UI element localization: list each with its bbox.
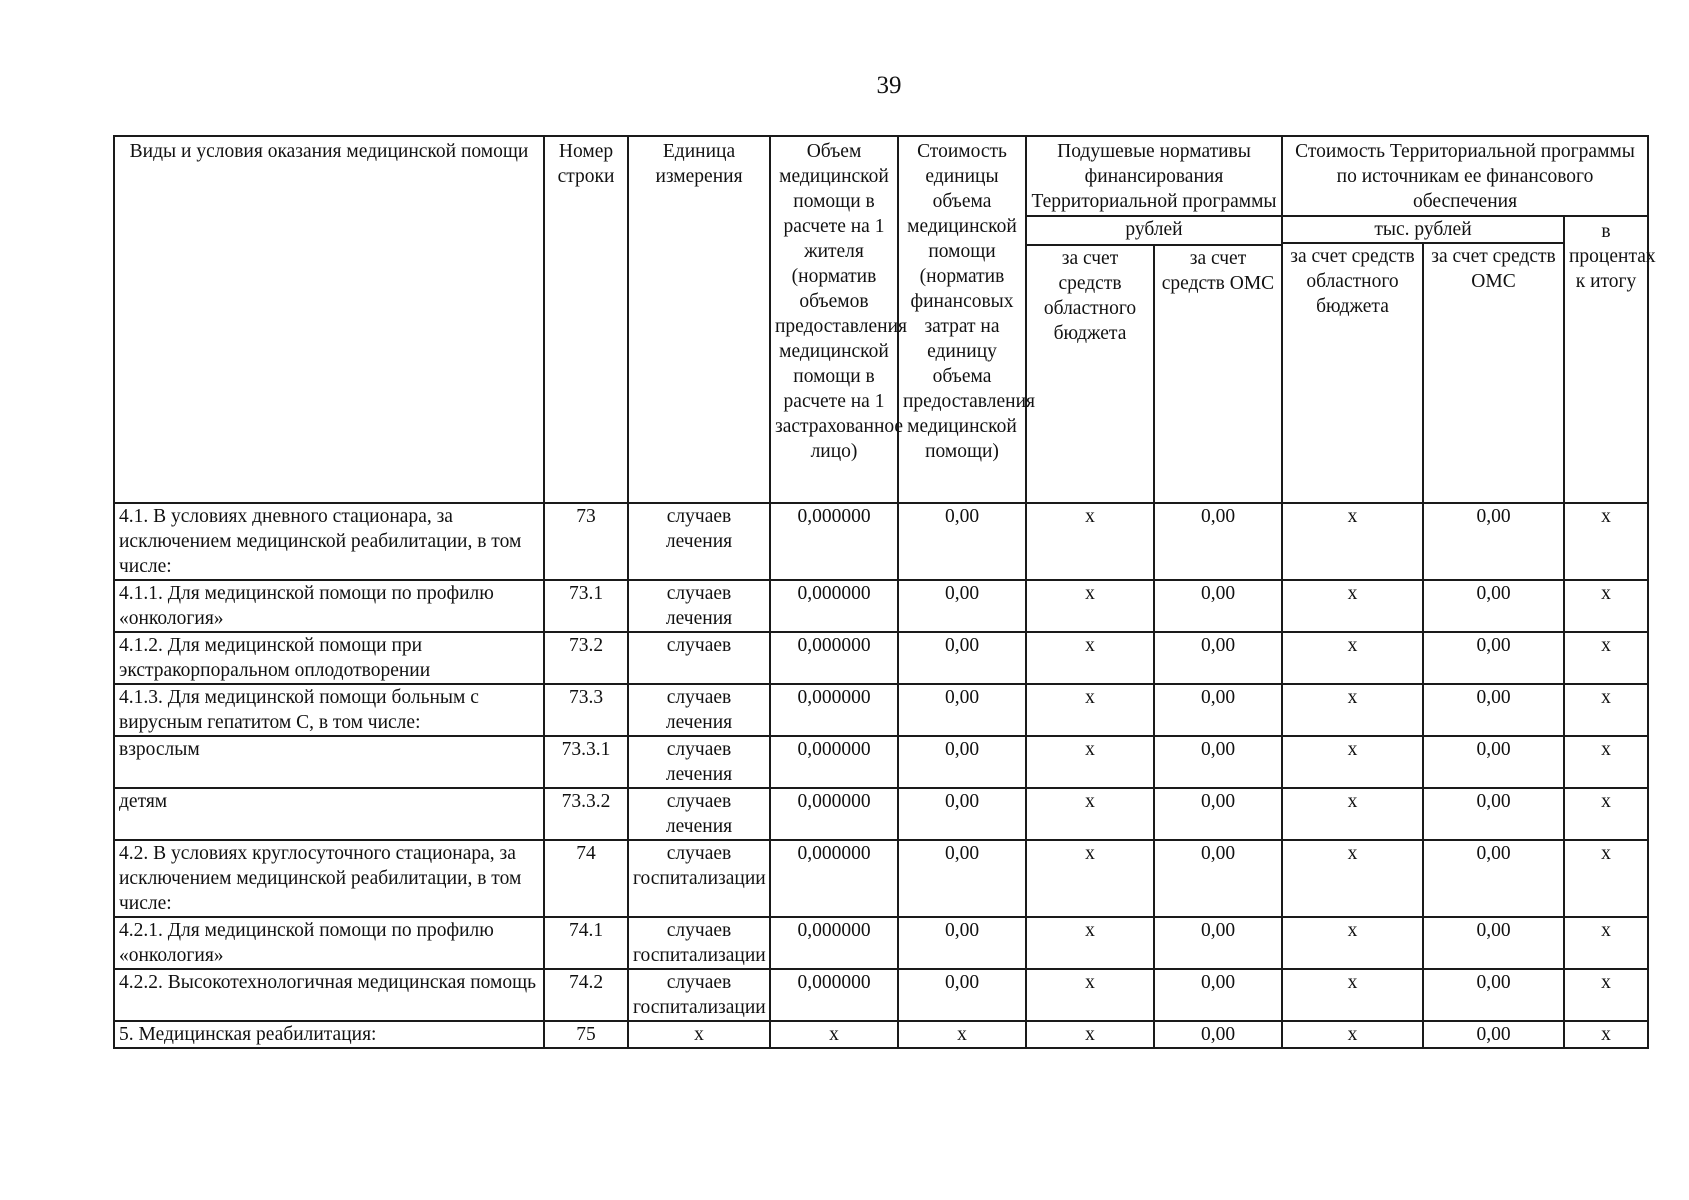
- cell-unit: случаев госпитализации: [628, 840, 770, 917]
- cell-unit-cost: 0,00: [898, 788, 1026, 840]
- cell-volume: 0,000000: [770, 684, 898, 736]
- cell-per-capita-budget: х: [1026, 632, 1154, 684]
- header-unit: Единица измерения: [628, 136, 770, 503]
- table-row: [114, 969, 1648, 1021]
- cell-per-capita-oms: 0,00: [1154, 917, 1282, 969]
- cell-volume: 0,000000: [770, 736, 898, 788]
- cell-row-number: 75: [544, 1021, 628, 1048]
- cell-program-budget: х: [1282, 969, 1423, 1021]
- cell-percent: х: [1564, 788, 1648, 840]
- table-body: [114, 503, 1648, 1048]
- cell-unit-cost: 0,00: [898, 840, 1026, 917]
- header-per-capita-budget: за счет средств областного бюджета: [1026, 245, 1154, 503]
- cell-program-budget: х: [1282, 632, 1423, 684]
- table-row: [114, 1021, 1648, 1048]
- cell-percent: х: [1564, 503, 1648, 580]
- cell-program-oms: 0,00: [1423, 840, 1564, 917]
- table-row: [114, 503, 1648, 580]
- table-row: [114, 788, 1648, 840]
- cell-percent: х: [1564, 580, 1648, 632]
- cell-kind: взрослым: [114, 736, 544, 788]
- cell-kind: 4.1.1. Для медицинской помощи по профилю «онкология»: [114, 580, 544, 632]
- cell-percent: х: [1564, 840, 1648, 917]
- table-row: [114, 840, 1648, 917]
- cell-unit: х: [628, 1021, 770, 1048]
- cell-per-capita-oms: 0,00: [1154, 1021, 1282, 1048]
- cell-row-number: 73.3.2: [544, 788, 628, 840]
- table-row: [114, 580, 1648, 632]
- header-program-budget: за счет средств областного бюджета: [1282, 243, 1423, 503]
- cell-percent: х: [1564, 969, 1648, 1021]
- cell-program-budget: х: [1282, 736, 1423, 788]
- cell-unit: случаев лечения: [628, 580, 770, 632]
- table-row: [114, 684, 1648, 736]
- cell-percent: х: [1564, 684, 1648, 736]
- cell-per-capita-budget: х: [1026, 1021, 1154, 1048]
- header-program-cost-unit: тыс. рублей: [1282, 216, 1564, 243]
- table-row: [114, 917, 1648, 969]
- cell-volume: 0,000000: [770, 788, 898, 840]
- cell-kind: 4.1. В условиях дневного стационара, за исключением медицинской реабилитации, в том числе:: [114, 503, 544, 580]
- cell-unit: случаев: [628, 632, 770, 684]
- cell-per-capita-oms: 0,00: [1154, 684, 1282, 736]
- cell-row-number: 74.2: [544, 969, 628, 1021]
- cell-volume: 0,000000: [770, 969, 898, 1021]
- cell-kind: 5. Медицинская реабилитация:: [114, 1021, 544, 1048]
- table-row: [114, 632, 1648, 684]
- financing-table: [113, 135, 1656, 1049]
- cell-per-capita-budget: х: [1026, 840, 1154, 917]
- cell-kind: детям: [114, 788, 544, 840]
- cell-unit-cost: 0,00: [898, 917, 1026, 969]
- cell-volume: 0,000000: [770, 632, 898, 684]
- cell-row-number: 73.1: [544, 580, 628, 632]
- header-row-number: Номер строки: [544, 136, 628, 503]
- cell-program-oms: 0,00: [1423, 788, 1564, 840]
- cell-unit-cost: 0,00: [898, 580, 1026, 632]
- cell-per-capita-budget: х: [1026, 736, 1154, 788]
- table-header: [114, 136, 1656, 503]
- cell-unit: случаев лечения: [628, 503, 770, 580]
- cell-program-oms: 0,00: [1423, 503, 1564, 580]
- cell-percent: х: [1564, 917, 1648, 969]
- cell-kind: 4.2.2. Высокотехнологичная медицинская помощь: [114, 969, 544, 1021]
- cell-row-number: 73.3.1: [544, 736, 628, 788]
- cell-unit-cost: 0,00: [898, 503, 1026, 580]
- page-number: 39: [876, 72, 902, 99]
- header-per-capita-oms: за счет средств ОМС: [1154, 245, 1282, 503]
- header-per-capita-unit: рублей: [1026, 216, 1282, 245]
- cell-program-oms: 0,00: [1423, 917, 1564, 969]
- header-per-capita-group: Подушевые нормативы финансирования Территориальной программы: [1026, 136, 1282, 216]
- cell-unit-cost: х: [898, 1021, 1026, 1048]
- cell-program-oms: 0,00: [1423, 969, 1564, 1021]
- cell-unit-cost: 0,00: [898, 736, 1026, 788]
- cell-per-capita-oms: 0,00: [1154, 580, 1282, 632]
- cell-program-budget: х: [1282, 840, 1423, 917]
- cell-per-capita-budget: х: [1026, 917, 1154, 969]
- cell-program-budget: х: [1282, 503, 1423, 580]
- cell-unit-cost: 0,00: [898, 632, 1026, 684]
- cell-per-capita-oms: 0,00: [1154, 503, 1282, 580]
- cell-kind: 4.1.2. Для медицинской помощи при экстракорпоральном оплодотворении: [114, 632, 544, 684]
- cell-kind: 4.2.1. Для медицинской помощи по профилю «онкология»: [114, 917, 544, 969]
- header-percent: в процентах к итогу: [1564, 216, 1648, 503]
- cell-unit: случаев лечения: [628, 684, 770, 736]
- cell-row-number: 74.1: [544, 917, 628, 969]
- cell-unit-cost: 0,00: [898, 969, 1026, 1021]
- cell-row-number: 74: [544, 840, 628, 917]
- cell-row-number: 73.3: [544, 684, 628, 736]
- cell-unit: случаев лечения: [628, 788, 770, 840]
- table-row: [114, 736, 1648, 788]
- cell-per-capita-budget: х: [1026, 684, 1154, 736]
- header-volume: Объем медицинской помощи в расчете на 1 жителя (норматив объемов предоставления медицинской помощи в расчете на 1 застрахованное лицо): [770, 136, 898, 503]
- cell-volume: 0,000000: [770, 503, 898, 580]
- cell-per-capita-budget: х: [1026, 969, 1154, 1021]
- header-program-cost-group: Стоимость Территориальной программы по источникам ее финансового обеспечения: [1282, 136, 1648, 216]
- cell-percent: х: [1564, 632, 1648, 684]
- cell-volume: 0,000000: [770, 840, 898, 917]
- cell-per-capita-oms: 0,00: [1154, 736, 1282, 788]
- cell-volume: х: [770, 1021, 898, 1048]
- cell-row-number: 73: [544, 503, 628, 580]
- cell-program-oms: 0,00: [1423, 580, 1564, 632]
- cell-kind: 4.1.3. Для медицинской помощи больным с вирусным гепатитом С, в том числе:: [114, 684, 544, 736]
- header-unit-cost: Стоимость единицы объема медицинской помощи (норматив финансовых затрат на единицу объема предоставления медицинской помощи): [898, 136, 1026, 503]
- cell-volume: 0,000000: [770, 580, 898, 632]
- cell-per-capita-budget: х: [1026, 580, 1154, 632]
- cell-per-capita-budget: х: [1026, 503, 1154, 580]
- cell-program-budget: х: [1282, 684, 1423, 736]
- cell-percent: х: [1564, 1021, 1648, 1048]
- cell-per-capita-oms: 0,00: [1154, 788, 1282, 840]
- cell-volume: 0,000000: [770, 917, 898, 969]
- cell-program-budget: х: [1282, 917, 1423, 969]
- cell-program-oms: 0,00: [1423, 736, 1564, 788]
- cell-program-budget: х: [1282, 788, 1423, 840]
- cell-per-capita-oms: 0,00: [1154, 632, 1282, 684]
- cell-program-oms: 0,00: [1423, 684, 1564, 736]
- cell-unit: случаев госпитализации: [628, 917, 770, 969]
- cell-row-number: 73.2: [544, 632, 628, 684]
- cell-unit: случаев госпитализации: [628, 969, 770, 1021]
- cell-program-budget: х: [1282, 1021, 1423, 1048]
- cell-program-oms: 0,00: [1423, 632, 1564, 684]
- cell-unit: случаев лечения: [628, 736, 770, 788]
- cell-percent: х: [1564, 736, 1648, 788]
- cell-per-capita-budget: х: [1026, 788, 1154, 840]
- cell-program-budget: х: [1282, 580, 1423, 632]
- header-program-oms: за счет средств ОМС: [1423, 243, 1564, 503]
- cell-program-oms: 0,00: [1423, 1021, 1564, 1048]
- cell-kind: 4.2. В условиях круглосуточного стационара, за исключением медицинской реабилитации, в том числе:: [114, 840, 544, 917]
- header-kind: Виды и условия оказания медицинской помощи: [114, 136, 544, 503]
- cell-unit-cost: 0,00: [898, 684, 1026, 736]
- cell-per-capita-oms: 0,00: [1154, 840, 1282, 917]
- cell-per-capita-oms: 0,00: [1154, 969, 1282, 1021]
